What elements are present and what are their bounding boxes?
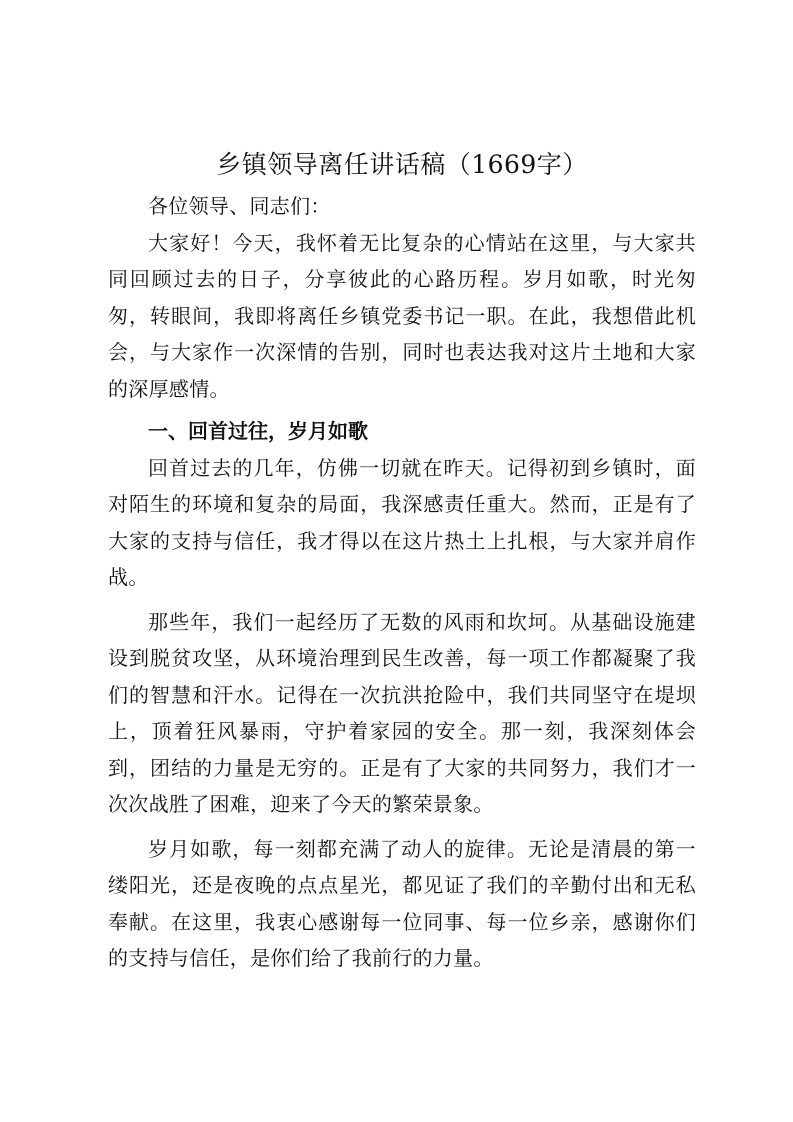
body-paragraph: 回首过去的几年，仿佛一切就在昨天。记得初到乡镇时，面对陌生的环境和复杂的局面，我深感责任重大。然而，正是有了大家的支持与信任，我才得以在这片热土上扎根，与大家并肩作战。 bbox=[108, 455, 696, 589]
document-body bbox=[108, 188, 696, 977]
body-paragraph: 岁月如歌，每一刻都充满了动人的旋律。无论是清晨的第一缕阳光，还是夜晚的点点星光，都见证了我们的辛勤付出和无私奉献。在这里，我衷心感谢每一位同事、每一位乡亲，感谢你们的支持与信任，是你们给了我前行的力量。 bbox=[108, 836, 696, 970]
greeting-line: 各位领导、同志们： bbox=[148, 194, 331, 218]
document-title: 乡镇领导离任讲话稿（1669字） bbox=[216, 150, 588, 179]
section-heading: 一、回首过往，岁月如歌 bbox=[148, 419, 368, 443]
body-paragraph: 那些年，我们一起经历了无数的风雨和坎坷。从基础设施建设到脱贫攻坚，从环境治理到民生改善，每一项工作都凝聚了我们的智慧和汗水。记得在一次抗洪抢险中，我们共同坚守在堤坝上，顶着狂风暴雨，守护着家园的安全。那一刻，我深刻体会到，团结的力量是无穷的。正是有了大家的共同努力，我们才一次次战胜了困难，迎来了今天的繁荣景象。 bbox=[108, 609, 696, 816]
opening-paragraph: 大家好！今天，我怀着无比复杂的心情站在这里，与大家共同回顾过去的日子，分享彼此的心路历程。岁月如歌，时光匆匆，转眼间，我即将离任乡镇党委书记一职。在此，我想借此机会，与大家作一次深情的告别，同时也表达我对这片土地和大家的深厚感情。 bbox=[108, 230, 696, 401]
